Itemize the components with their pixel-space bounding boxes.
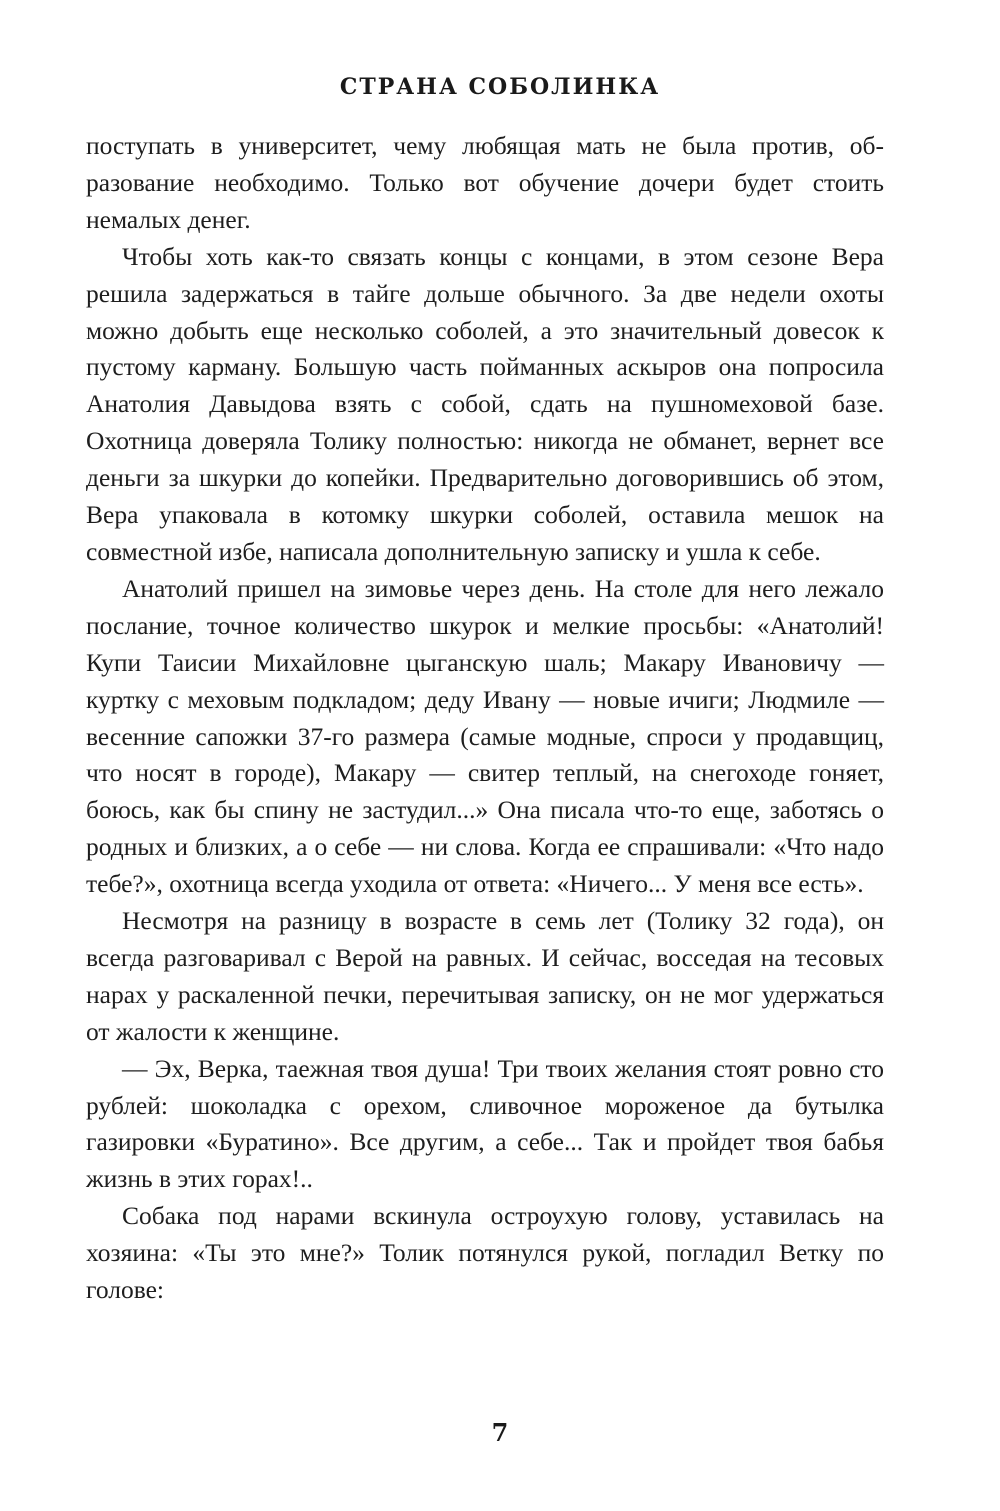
paragraph-1: поступать в университет, чему любящая мать не была против, образование необходимо. Только вот обучение дочери будет стоить немалых денег.	[86, 131, 884, 234]
page-number: 7	[491, 1418, 509, 1447]
paragraph-3: Анатолий пришел на зимовье через день. На столе для него лежало послание, точное количество шкурок и мелкие просьбы: «Анатолий! Купи Таисии Михайловне цыганскую шаль; Макару Ивановичу — куртку с меховым подкладом; деду Ивану — новые ичиги; Людмиле — весенние сапожки 37-го размера (самые модные, спроси у продавщиц, что носят в городе), Макару — свитер теплый, на снегоходе гоняет, боюсь, как бы спину не застудил...» Она писала что-то еще, заботясь о родных и близких, а о себе — ни слова. Когда ее спрашивали: «Что надо тебе?», охотница всегда уходила от ответа: «Ничего... У меня все есть».	[86, 573, 884, 899]
body-text	[86, 128, 884, 1309]
paragraph-4: Несмотря на разницу в возрасте в семь лет (Толику 32 года), он всегда разговаривал с Верой на равных. И сейчас, восседая на тесовых нарах у раскаленной печки, перечитывая записку, он не мог удержаться от жалости к женщине.	[86, 906, 884, 1046]
running-title: СТРАНА СОБОЛИНКА	[339, 74, 661, 100]
paragraph-5: — Эх, Верка, таежная твоя душа! Три твоих желания стоят ровно сто рублей: шоколадка с орехом, сливочное мороженое да бутылка газировки «Буратино». Все другим, а себе... Так и пройдет твоя бабья жизнь в этих горах!..	[86, 1053, 884, 1194]
paragraph-6: Собака под нарами вскинула остроухую голову, уставилась на хозяина: «Ты это мне?» Толик потянулся рукой, погладил Ветку по голове:	[86, 1201, 884, 1305]
paragraph-2: Чтобы хоть как-то связать концы с концами, в этом сезоне Вера решила задержаться в тайге дольше обычного. За две недели охоты можно добыть еще несколько соболей, а это значительный довесок к пустому карману. Большую часть пойманных аскыров она попросила Анатолия Давыдова взять с собой, сдать на пушномеховой базе. Охотница доверяла Толику полностью: никогда не обманет, вернет все деньги за шкурки до копейки. Предварительно договорившись об этом, Вера упаковала в котомку шкурки соболей, оставила мешок на совместной избе, написала дополнительную записку и ушла к себе.	[86, 241, 884, 566]
